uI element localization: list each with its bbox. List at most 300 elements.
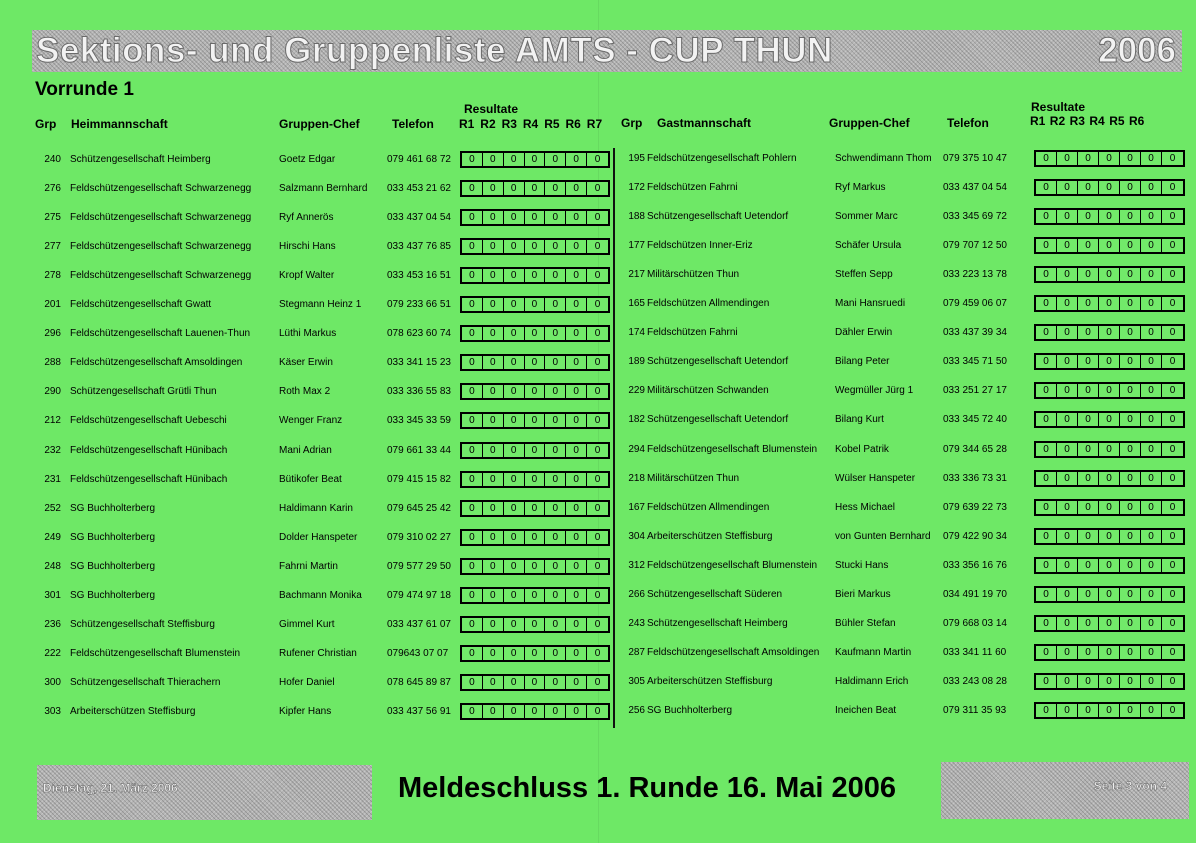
header-home-team: Heimmannschaft (71, 117, 168, 131)
result-field[interactable]: 0 (483, 560, 504, 573)
result-field[interactable]: 0 (1099, 413, 1120, 426)
result-field[interactable]: 0 (1036, 472, 1057, 485)
result-field[interactable]: 0 (1162, 501, 1183, 514)
result-field[interactable]: 0 (1162, 559, 1183, 572)
result-field[interactable]: 0 (1141, 326, 1162, 339)
result-field[interactable]: 0 (525, 182, 546, 195)
result-field[interactable]: 0 (1078, 268, 1099, 281)
result-field[interactable]: 0 (1099, 675, 1120, 688)
result-field[interactable]: 0 (1099, 704, 1120, 717)
result-field[interactable]: 0 (1120, 181, 1141, 194)
home-phone: 079643 07 07 (387, 648, 449, 659)
result-field[interactable]: 0 (483, 327, 504, 340)
result-field[interactable]: 0 (1057, 588, 1078, 601)
result-field[interactable]: 0 (1162, 443, 1183, 456)
result-field[interactable]: 0 (525, 298, 546, 311)
result-field[interactable]: 0 (504, 560, 525, 573)
result-field[interactable]: 0 (483, 705, 504, 718)
result-field[interactable]: 0 (1078, 501, 1099, 514)
guest-result-boxes (1034, 499, 1185, 516)
result-field[interactable]: 0 (587, 560, 608, 573)
result-field[interactable]: 0 (504, 676, 525, 689)
guest-team-name: Arbeiterschützen Steffisburg (647, 531, 773, 542)
result-field[interactable]: 0 (545, 444, 566, 457)
result-field[interactable]: 0 (587, 676, 608, 689)
result-field[interactable]: 0 (1078, 152, 1099, 165)
result-field[interactable]: 0 (483, 356, 504, 369)
result-field[interactable]: 0 (1078, 355, 1099, 368)
result-field[interactable]: 0 (504, 414, 525, 427)
result-field[interactable]: 0 (1057, 268, 1078, 281)
result-field[interactable]: 0 (1036, 559, 1057, 572)
result-field[interactable]: 0 (1162, 472, 1183, 485)
result-field[interactable]: 0 (1141, 588, 1162, 601)
guest-team-name: Schützengesellschaft Süderen (647, 589, 783, 600)
result-field[interactable]: 0 (1057, 384, 1078, 397)
result-field[interactable]: 0 (566, 473, 587, 486)
result-field[interactable]: 0 (525, 356, 546, 369)
result-field[interactable]: 0 (462, 385, 483, 398)
result-field[interactable]: 0 (462, 153, 483, 166)
result-field[interactable]: 0 (566, 676, 587, 689)
result-field[interactable]: 0 (462, 327, 483, 340)
result-field[interactable]: 0 (1036, 210, 1057, 223)
result-field[interactable]: 0 (587, 414, 608, 427)
result-field[interactable]: 0 (1120, 297, 1141, 310)
result-field[interactable]: 0 (1141, 384, 1162, 397)
result-field[interactable]: 0 (462, 589, 483, 602)
result-field[interactable]: 0 (462, 618, 483, 631)
result-field[interactable]: 0 (1141, 559, 1162, 572)
result-field[interactable]: 0 (1036, 588, 1057, 601)
result-field[interactable]: 0 (587, 356, 608, 369)
result-field[interactable]: 0 (1078, 617, 1099, 630)
guest-result-boxes (1034, 615, 1185, 632)
result-field[interactable]: 0 (1057, 239, 1078, 252)
result-field[interactable]: 0 (545, 414, 566, 427)
result-field[interactable]: 0 (1057, 530, 1078, 543)
round-header: R1 (459, 117, 475, 131)
result-field[interactable]: 0 (566, 414, 587, 427)
result-field[interactable]: 0 (1078, 181, 1099, 194)
result-field[interactable]: 0 (587, 502, 608, 515)
result-field[interactable]: 0 (483, 298, 504, 311)
result-field[interactable]: 0 (1162, 646, 1183, 659)
result-field[interactable]: 0 (1141, 239, 1162, 252)
result-field[interactable]: 0 (1099, 501, 1120, 514)
result-field[interactable]: 0 (483, 676, 504, 689)
result-field[interactable]: 0 (504, 298, 525, 311)
result-field[interactable]: 0 (545, 560, 566, 573)
result-field[interactable]: 0 (1120, 472, 1141, 485)
result-field[interactable]: 0 (462, 502, 483, 515)
result-field[interactable]: 0 (545, 589, 566, 602)
result-field[interactable]: 0 (566, 502, 587, 515)
result-field[interactable]: 0 (483, 589, 504, 602)
result-field[interactable]: 0 (504, 385, 525, 398)
result-field[interactable]: 0 (1162, 617, 1183, 630)
result-field[interactable]: 0 (1120, 588, 1141, 601)
result-field[interactable]: 0 (1120, 355, 1141, 368)
result-field[interactable]: 0 (1057, 297, 1078, 310)
result-field[interactable]: 0 (525, 444, 546, 457)
result-field[interactable]: 0 (1162, 704, 1183, 717)
round-header: R1 (1030, 114, 1046, 128)
result-field[interactable]: 0 (1141, 443, 1162, 456)
result-field[interactable]: 0 (1162, 297, 1183, 310)
result-field[interactable]: 0 (462, 473, 483, 486)
result-field[interactable]: 0 (525, 385, 546, 398)
result-field[interactable]: 0 (1036, 501, 1057, 514)
result-field[interactable]: 0 (1141, 413, 1162, 426)
result-field[interactable]: 0 (525, 414, 546, 427)
result-field[interactable]: 0 (1036, 355, 1057, 368)
result-field[interactable]: 0 (545, 473, 566, 486)
result-field[interactable]: 0 (1099, 472, 1120, 485)
result-field[interactable]: 0 (545, 211, 566, 224)
home-team-name: SG Buchholterberg (70, 590, 156, 601)
result-field[interactable]: 0 (525, 269, 546, 282)
result-field[interactable]: 0 (587, 182, 608, 195)
result-field[interactable]: 0 (504, 153, 525, 166)
result-field[interactable]: 0 (1057, 181, 1078, 194)
result-field[interactable]: 0 (1057, 355, 1078, 368)
result-field[interactable]: 0 (545, 385, 566, 398)
result-field[interactable]: 0 (1078, 210, 1099, 223)
result-field[interactable]: 0 (1120, 384, 1141, 397)
result-field[interactable]: 0 (566, 269, 587, 282)
result-field[interactable]: 0 (1057, 704, 1078, 717)
result-field[interactable]: 0 (566, 531, 587, 544)
result-field[interactable]: 0 (1141, 704, 1162, 717)
result-field[interactable]: 0 (1141, 297, 1162, 310)
result-field[interactable]: 0 (483, 182, 504, 195)
result-field[interactable]: 0 (1099, 646, 1120, 659)
result-field[interactable]: 0 (1120, 443, 1141, 456)
result-field[interactable]: 0 (1036, 675, 1057, 688)
result-field[interactable]: 0 (566, 560, 587, 573)
result-field[interactable]: 0 (1162, 181, 1183, 194)
result-field[interactable]: 0 (1162, 384, 1183, 397)
result-field[interactable]: 0 (462, 705, 483, 718)
result-field[interactable]: 0 (483, 444, 504, 457)
result-field[interactable]: 0 (1078, 588, 1099, 601)
result-field[interactable]: 0 (483, 153, 504, 166)
result-field[interactable]: 0 (566, 589, 587, 602)
result-field[interactable]: 0 (525, 473, 546, 486)
result-field[interactable]: 0 (587, 327, 608, 340)
result-field[interactable]: 0 (1141, 617, 1162, 630)
result-field[interactable]: 0 (504, 531, 525, 544)
result-field[interactable]: 0 (504, 589, 525, 602)
result-field[interactable]: 0 (1057, 501, 1078, 514)
result-field[interactable]: 0 (1120, 675, 1141, 688)
result-field[interactable]: 0 (1120, 530, 1141, 543)
result-field[interactable]: 0 (587, 647, 608, 660)
result-field[interactable]: 0 (587, 211, 608, 224)
result-field[interactable]: 0 (1057, 472, 1078, 485)
result-field[interactable]: 0 (1141, 501, 1162, 514)
result-field[interactable]: 0 (462, 444, 483, 457)
result-field[interactable]: 0 (566, 356, 587, 369)
result-field[interactable]: 0 (525, 676, 546, 689)
result-field[interactable]: 0 (525, 705, 546, 718)
result-field[interactable]: 0 (587, 269, 608, 282)
result-field[interactable]: 0 (1057, 617, 1078, 630)
result-field[interactable]: 0 (483, 502, 504, 515)
result-field[interactable]: 0 (587, 531, 608, 544)
result-field[interactable]: 0 (1057, 675, 1078, 688)
result-field[interactable]: 0 (504, 182, 525, 195)
result-field[interactable]: 0 (566, 298, 587, 311)
result-field[interactable]: 0 (462, 356, 483, 369)
result-field[interactable]: 0 (1099, 617, 1120, 630)
result-field[interactable]: 0 (587, 153, 608, 166)
result-field[interactable]: 0 (545, 327, 566, 340)
result-field[interactable]: 0 (1078, 413, 1099, 426)
result-field[interactable]: 0 (1078, 530, 1099, 543)
result-field[interactable]: 0 (1099, 297, 1120, 310)
guest-result-boxes (1034, 208, 1185, 225)
result-field[interactable]: 0 (1120, 413, 1141, 426)
guest-phone: 033 345 71 50 (943, 356, 1007, 367)
result-field[interactable]: 0 (1099, 530, 1120, 543)
result-field[interactable]: 0 (462, 182, 483, 195)
result-field[interactable]: 0 (1036, 704, 1057, 717)
result-field[interactable]: 0 (1162, 268, 1183, 281)
result-field[interactable]: 0 (1036, 530, 1057, 543)
result-field[interactable]: 0 (525, 560, 546, 573)
result-field[interactable]: 0 (587, 705, 608, 718)
result-field[interactable]: 0 (1120, 617, 1141, 630)
result-field[interactable]: 0 (1036, 413, 1057, 426)
result-field[interactable]: 0 (545, 153, 566, 166)
result-field[interactable]: 0 (525, 647, 546, 660)
result-field[interactable]: 0 (545, 240, 566, 253)
result-field[interactable]: 0 (1099, 152, 1120, 165)
result-field[interactable]: 0 (1141, 268, 1162, 281)
result-field[interactable]: 0 (1057, 152, 1078, 165)
result-field[interactable]: 0 (1057, 413, 1078, 426)
result-field[interactable]: 0 (566, 705, 587, 718)
result-field[interactable]: 0 (525, 211, 546, 224)
result-field[interactable]: 0 (1120, 646, 1141, 659)
result-field[interactable]: 0 (1141, 210, 1162, 223)
result-field[interactable]: 0 (1099, 443, 1120, 456)
result-field[interactable]: 0 (1120, 210, 1141, 223)
result-field[interactable]: 0 (1162, 210, 1183, 223)
result-field[interactable]: 0 (545, 618, 566, 631)
result-field[interactable]: 0 (1099, 210, 1120, 223)
result-field[interactable]: 0 (462, 269, 483, 282)
result-field[interactable]: 0 (587, 473, 608, 486)
result-field[interactable]: 0 (1162, 355, 1183, 368)
page-title: Sektions- und Gruppenliste AMTS - CUP THUN (36, 31, 833, 70)
result-field[interactable]: 0 (1099, 559, 1120, 572)
result-field[interactable]: 0 (483, 531, 504, 544)
result-field[interactable]: 0 (566, 153, 587, 166)
result-field[interactable]: 0 (1057, 443, 1078, 456)
result-field[interactable]: 0 (504, 618, 525, 631)
home-result-boxes (460, 587, 610, 604)
result-field[interactable]: 0 (1057, 646, 1078, 659)
result-field[interactable]: 0 (525, 240, 546, 253)
result-field[interactable]: 0 (1120, 501, 1141, 514)
result-field[interactable]: 0 (504, 269, 525, 282)
result-field[interactable]: 0 (1099, 181, 1120, 194)
result-field[interactable]: 0 (545, 269, 566, 282)
result-field[interactable]: 0 (545, 298, 566, 311)
result-field[interactable]: 0 (1036, 268, 1057, 281)
result-field[interactable]: 0 (483, 385, 504, 398)
home-result-boxes (460, 383, 610, 400)
result-field[interactable]: 0 (545, 676, 566, 689)
result-field[interactable]: 0 (1078, 675, 1099, 688)
result-field[interactable]: 0 (1120, 239, 1141, 252)
guest-result-boxes (1034, 528, 1185, 545)
round-header: R5 (544, 117, 560, 131)
result-field[interactable]: 0 (1141, 675, 1162, 688)
result-field[interactable]: 0 (1036, 384, 1057, 397)
result-field[interactable]: 0 (566, 444, 587, 457)
result-field[interactable]: 0 (587, 444, 608, 457)
result-field[interactable]: 0 (1162, 239, 1183, 252)
result-field[interactable]: 0 (566, 327, 587, 340)
result-field[interactable]: 0 (1120, 152, 1141, 165)
result-field[interactable]: 0 (1078, 297, 1099, 310)
result-field[interactable]: 0 (1120, 326, 1141, 339)
result-field[interactable]: 0 (1078, 559, 1099, 572)
result-field[interactable]: 0 (1036, 443, 1057, 456)
result-field[interactable]: 0 (504, 473, 525, 486)
result-field[interactable]: 0 (1078, 326, 1099, 339)
result-field[interactable]: 0 (1141, 530, 1162, 543)
result-field[interactable]: 0 (545, 502, 566, 515)
result-field[interactable]: 0 (1036, 617, 1057, 630)
result-field[interactable]: 0 (1141, 355, 1162, 368)
result-field[interactable]: 0 (525, 502, 546, 515)
result-field[interactable]: 0 (566, 385, 587, 398)
result-field[interactable]: 0 (1099, 239, 1120, 252)
result-field[interactable]: 0 (483, 414, 504, 427)
result-field[interactable]: 0 (504, 444, 525, 457)
result-field[interactable]: 0 (566, 240, 587, 253)
result-field[interactable]: 0 (504, 211, 525, 224)
result-field[interactable]: 0 (1141, 472, 1162, 485)
result-field[interactable]: 0 (545, 705, 566, 718)
result-field[interactable]: 0 (1078, 472, 1099, 485)
result-field[interactable]: 0 (566, 647, 587, 660)
result-field[interactable]: 0 (1036, 646, 1057, 659)
result-field[interactable]: 0 (545, 531, 566, 544)
result-field[interactable]: 0 (1036, 326, 1057, 339)
result-field[interactable]: 0 (1141, 152, 1162, 165)
result-field[interactable]: 0 (1036, 152, 1057, 165)
result-field[interactable]: 0 (1120, 704, 1141, 717)
result-field[interactable]: 0 (483, 240, 504, 253)
guest-result-boxes (1034, 586, 1185, 603)
result-field[interactable]: 0 (1036, 181, 1057, 194)
result-field[interactable]: 0 (1162, 675, 1183, 688)
result-field[interactable]: 0 (1162, 326, 1183, 339)
result-field[interactable]: 0 (587, 589, 608, 602)
result-field[interactable]: 0 (462, 676, 483, 689)
result-field[interactable]: 0 (1078, 704, 1099, 717)
result-field[interactable]: 0 (566, 211, 587, 224)
result-field[interactable]: 0 (1057, 559, 1078, 572)
result-field[interactable]: 0 (462, 531, 483, 544)
result-field[interactable]: 0 (1099, 384, 1120, 397)
result-field[interactable]: 0 (1141, 646, 1162, 659)
result-field[interactable]: 0 (483, 211, 504, 224)
result-field[interactable]: 0 (504, 240, 525, 253)
result-field[interactable]: 0 (1036, 239, 1057, 252)
result-field[interactable]: 0 (1099, 326, 1120, 339)
result-field[interactable]: 0 (1162, 530, 1183, 543)
result-field[interactable]: 0 (1162, 413, 1183, 426)
result-field[interactable]: 0 (1099, 588, 1120, 601)
result-field[interactable]: 0 (1141, 181, 1162, 194)
result-field[interactable]: 0 (462, 240, 483, 253)
result-field[interactable]: 0 (566, 618, 587, 631)
result-field[interactable]: 0 (1078, 443, 1099, 456)
result-field[interactable]: 0 (1036, 297, 1057, 310)
result-field[interactable]: 0 (504, 647, 525, 660)
result-field[interactable]: 0 (1099, 268, 1120, 281)
result-field[interactable]: 0 (1099, 355, 1120, 368)
result-field[interactable]: 0 (1120, 559, 1141, 572)
result-field[interactable]: 0 (1162, 588, 1183, 601)
result-field[interactable]: 0 (462, 414, 483, 427)
result-field[interactable]: 0 (504, 705, 525, 718)
result-field[interactable]: 0 (504, 356, 525, 369)
result-field[interactable]: 0 (1078, 646, 1099, 659)
result-field[interactable]: 0 (1078, 239, 1099, 252)
result-field[interactable]: 0 (462, 560, 483, 573)
result-field[interactable]: 0 (462, 647, 483, 660)
result-field[interactable]: 0 (462, 211, 483, 224)
result-field[interactable]: 0 (545, 356, 566, 369)
result-field[interactable]: 0 (545, 647, 566, 660)
result-field[interactable]: 0 (1057, 210, 1078, 223)
home-group-chief: Goetz Edgar (279, 154, 336, 165)
result-field[interactable]: 0 (525, 618, 546, 631)
result-field[interactable]: 0 (545, 182, 566, 195)
result-field[interactable]: 0 (525, 589, 546, 602)
result-field[interactable]: 0 (483, 473, 504, 486)
result-field[interactable]: 0 (504, 327, 525, 340)
result-field[interactable]: 0 (525, 153, 546, 166)
result-field[interactable]: 0 (587, 385, 608, 398)
round-header: R5 (1109, 114, 1125, 128)
result-field[interactable]: 0 (587, 240, 608, 253)
result-field[interactable]: 0 (483, 269, 504, 282)
result-field[interactable]: 0 (504, 502, 525, 515)
result-field[interactable]: 0 (525, 531, 546, 544)
result-field[interactable]: 0 (1120, 268, 1141, 281)
result-field[interactable]: 0 (1057, 326, 1078, 339)
round-header: R3 (501, 117, 517, 131)
result-field[interactable]: 0 (462, 298, 483, 311)
result-field[interactable]: 0 (483, 647, 504, 660)
result-field[interactable]: 0 (483, 618, 504, 631)
result-field[interactable]: 0 (525, 327, 546, 340)
result-field[interactable]: 0 (566, 182, 587, 195)
result-field[interactable]: 0 (1078, 384, 1099, 397)
result-field[interactable]: 0 (587, 298, 608, 311)
result-field[interactable]: 0 (587, 618, 608, 631)
result-field[interactable]: 0 (1162, 152, 1183, 165)
